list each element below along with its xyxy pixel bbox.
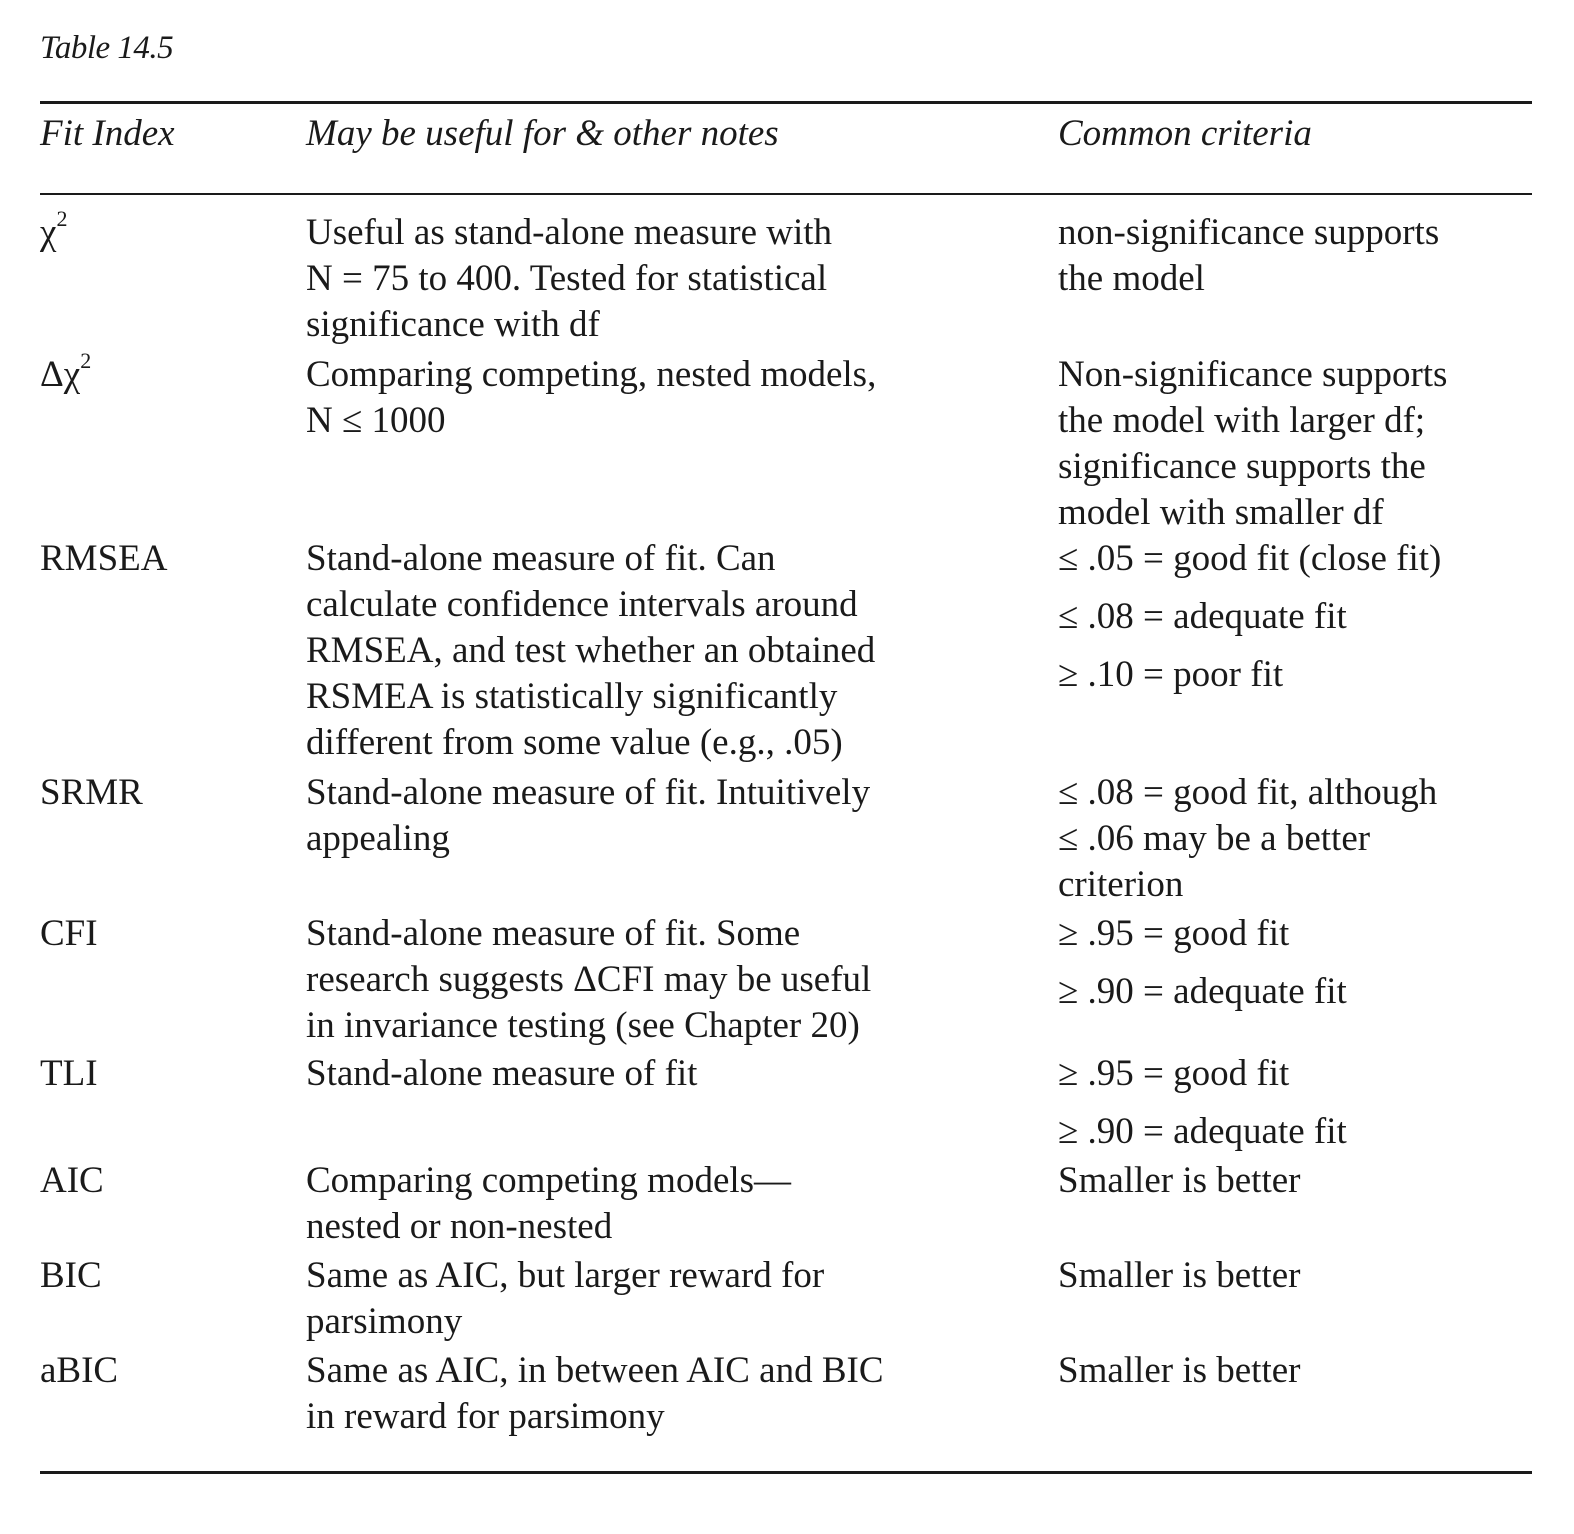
criteria-aic: Smaller is better bbox=[1058, 1160, 1301, 1201]
notes-rmsea: Stand-alone measure of fit. Can calculate confidence intervals around RMSEA, and test whether an obtained RSMEA is statistically significantly different from some value (e.g., .05) bbox=[306, 538, 876, 763]
table-caption: Table 14.5 bbox=[40, 30, 174, 66]
notes-bic: Same as AIC, but larger reward for parsimony bbox=[306, 1255, 825, 1342]
notes-cfi: Stand-alone measure of fit. Some research suggests ΔCFI may be useful in invariance testing (see Chapter 20) bbox=[306, 913, 872, 1046]
fit-index-aic: AIC bbox=[40, 1160, 104, 1201]
header-notes: May be useful for & other notes bbox=[306, 113, 779, 154]
fit-index-abic: aBIC bbox=[40, 1350, 119, 1391]
criteria-cfi: ≥ .95 = good fit ≥ .90 = adequate fit bbox=[1058, 913, 1347, 1012]
criteria-srmr: ≤ .08 = good fit, although ≤ .06 may be a better criterion bbox=[1058, 772, 1438, 905]
header-fit-index: Fit Index bbox=[40, 113, 175, 154]
criteria-rmsea: ≤ .05 = good fit (close fit) ≤ .08 = adequate fit ≥ .10 = poor fit bbox=[1058, 538, 1442, 695]
fit-index-cfi: CFI bbox=[40, 913, 98, 954]
notes-delta-chi-square: Comparing competing, nested models, N ≤ 1000 bbox=[306, 354, 877, 441]
header-rule bbox=[40, 193, 1532, 195]
fit-index-srmr: SRMR bbox=[40, 772, 143, 813]
top-rule bbox=[40, 101, 1532, 104]
fit-index-chi-square: $\chi^2$ bbox=[40, 206, 68, 253]
notes-aic: Comparing competing models— nested or non-nested bbox=[306, 1160, 792, 1247]
criteria-bic: Smaller is better bbox=[1058, 1255, 1301, 1296]
fit-index-tli: TLI bbox=[40, 1053, 98, 1094]
bottom-rule bbox=[40, 1471, 1532, 1474]
criteria-abic: Smaller is better bbox=[1058, 1350, 1301, 1391]
fit-index-rmsea: RMSEA bbox=[40, 538, 168, 579]
header-criteria: Common criteria bbox=[1058, 113, 1312, 154]
criteria-tli: ≥ .95 = good fit ≥ .90 = adequate fit bbox=[1058, 1053, 1347, 1152]
fit-index-delta-chi-square: $\Delta\chi^2$ bbox=[40, 348, 92, 395]
fit-index-bic: BIC bbox=[40, 1255, 102, 1296]
criteria-delta-chi-square: Non-significance supports the model with larger df; significance supports the model with smaller df bbox=[1058, 354, 1448, 533]
notes-tli: Stand-alone measure of fit bbox=[306, 1053, 698, 1094]
criteria-chi-square: non-significance supports the model bbox=[1058, 212, 1440, 299]
notes-srmr: Stand-alone measure of fit. Intuitively appealing bbox=[306, 772, 871, 859]
notes-chi-square: Useful as stand-alone measure with N = 75 to 400. Tested for statistical significance with df bbox=[306, 212, 833, 345]
notes-abic: Same as AIC, in between AIC and BIC in reward for parsimony bbox=[306, 1350, 884, 1437]
